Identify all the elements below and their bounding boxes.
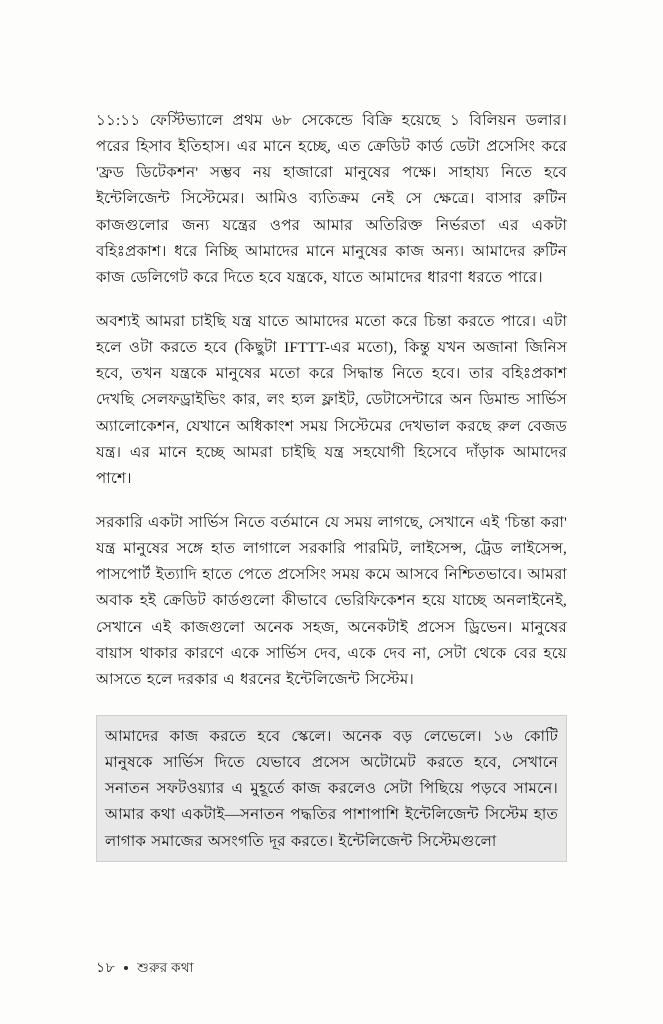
paragraph-3: সরকারি একটা সার্ভিস নিতে বর্তমানে যে সময় লাগছে, সেখানে এই 'চিন্তা করা' যন্ত্র মানুষের সঙ্গে হাত লাগালে সরকারি পারমিট, লাইসেন্স, ট্রেড লাইসেন্স, পাসপোর্ট ইত্যাদি হাতে পেতে প্রসেসিং সময় কমে আসবে নিশ্চিতভাবে। আমরা অবাক হই ক্রেডিট কার্ডগুলো কীভাবে ভেরিফিকেশন হয়ে যাচ্ছে অনলাইনেই, সেখানে এই কাজগুলো অনেক সহজ, অনেকটাই প্রসেস ড্রিভেন। মানুষের বায়াস থাকার কারণে একে সার্ভিস দেব, একে দেব না, সেটা থেকে বের হয়ে আসতে হলে দরকার এ ধরনের ইন্টেলিজেন্ট সিস্টেম। bbox=[96, 513, 567, 688]
paragraph-1: ১১:১১ ফেস্টিভ্যালে প্রথম ৬৮ সেকেন্ডে বিক্রি হয়েছে ১ বিলিয়ন ডলার। পরের হিসাব ইতিহাস। এর মানে হচ্ছে, এত ক্রেডিট কার্ড ডেটা প্রসেসিং করে 'ফ্রড ডিটেকশন' সম্ভব নয় হাজারো মানুষের পক্ষে। সাহায্য নিতে হবে ইন্টেলিজেন্ট সিস্টেমের। আমিও ব্যতিক্রম নেই সে ক্ষেত্রে। বাসার রুটিন কাজগুলোর জন্য যন্ত্রের ওপর আমার অতিরিক্ত নির্ভরতা এর একটা বহিঃপ্রকাশ। ধরে নিচ্ছি আমাদের মানে মানুষের কাজ অন্য। আমাদের রুটিন কাজ ডেলিগেট করে দিতে হবে যন্ত্রকে, যাতে আমাদের ধারণা ধরতে পারে। bbox=[96, 112, 567, 286]
callout-text: আমাদের কাজ করতে হবে স্কেলে। অনেক বড় লেভেলে। ১৬ কোটি মানুষকে সার্ভিস দিতে যেভাবে প্রসেস অটোমেট করতে হবে, সেখানে সনাতন সফটওয়্যার এ মুহূর্তে কাজ করলেও সেটা পিছিয়ে পড়বে সামনে। আমার কথা একটাই—সনাতন পদ্ধতির পাশাপাশি ইন্টেলিজেন্ট সিস্টেম হাত লাগাক সমাজের অসংগতি দূর করতে। ইন্টেলিজেন্ট সিস্টেমগুলো bbox=[105, 727, 558, 850]
chapter-title: শুরুর কথা bbox=[137, 959, 194, 975]
paragraph-2: অবশ্যই আমরা চাইছি যন্ত্র যাতে আমাদের মতো করে চিন্তা করতে পারে। এটা হলে ওটা করতে হবে (কিছুটা IFTTT-এর মতো), কিন্তু যখন অজানা জিনিস হবে, তখন যন্ত্রকে মানুষের মতো করে সিদ্ধান্ত নিতে হবে। তার বহিঃপ্রকাশ দেখছি সেলফড্রাইভিং কার, লং হ্যল ফ্লাইট, ডেটাসেন্টারে অন ডিমান্ড সার্ভিস অ্যালোকেশন, যেখানে অধিকাংশ সময় সিস্টেমের দেখভাল করছে রুল বেজড যন্ত্র। এর মানে হচ্ছে আমরা চাইছি যন্ত্র সহযোগী হিসেবে দাঁড়াক আমাদের পাশে। bbox=[96, 312, 567, 487]
bullet-separator-icon bbox=[124, 966, 128, 970]
page-footer bbox=[96, 956, 194, 980]
highlighted-callout-box bbox=[96, 715, 567, 862]
page-number: ১৮ bbox=[96, 961, 116, 976]
